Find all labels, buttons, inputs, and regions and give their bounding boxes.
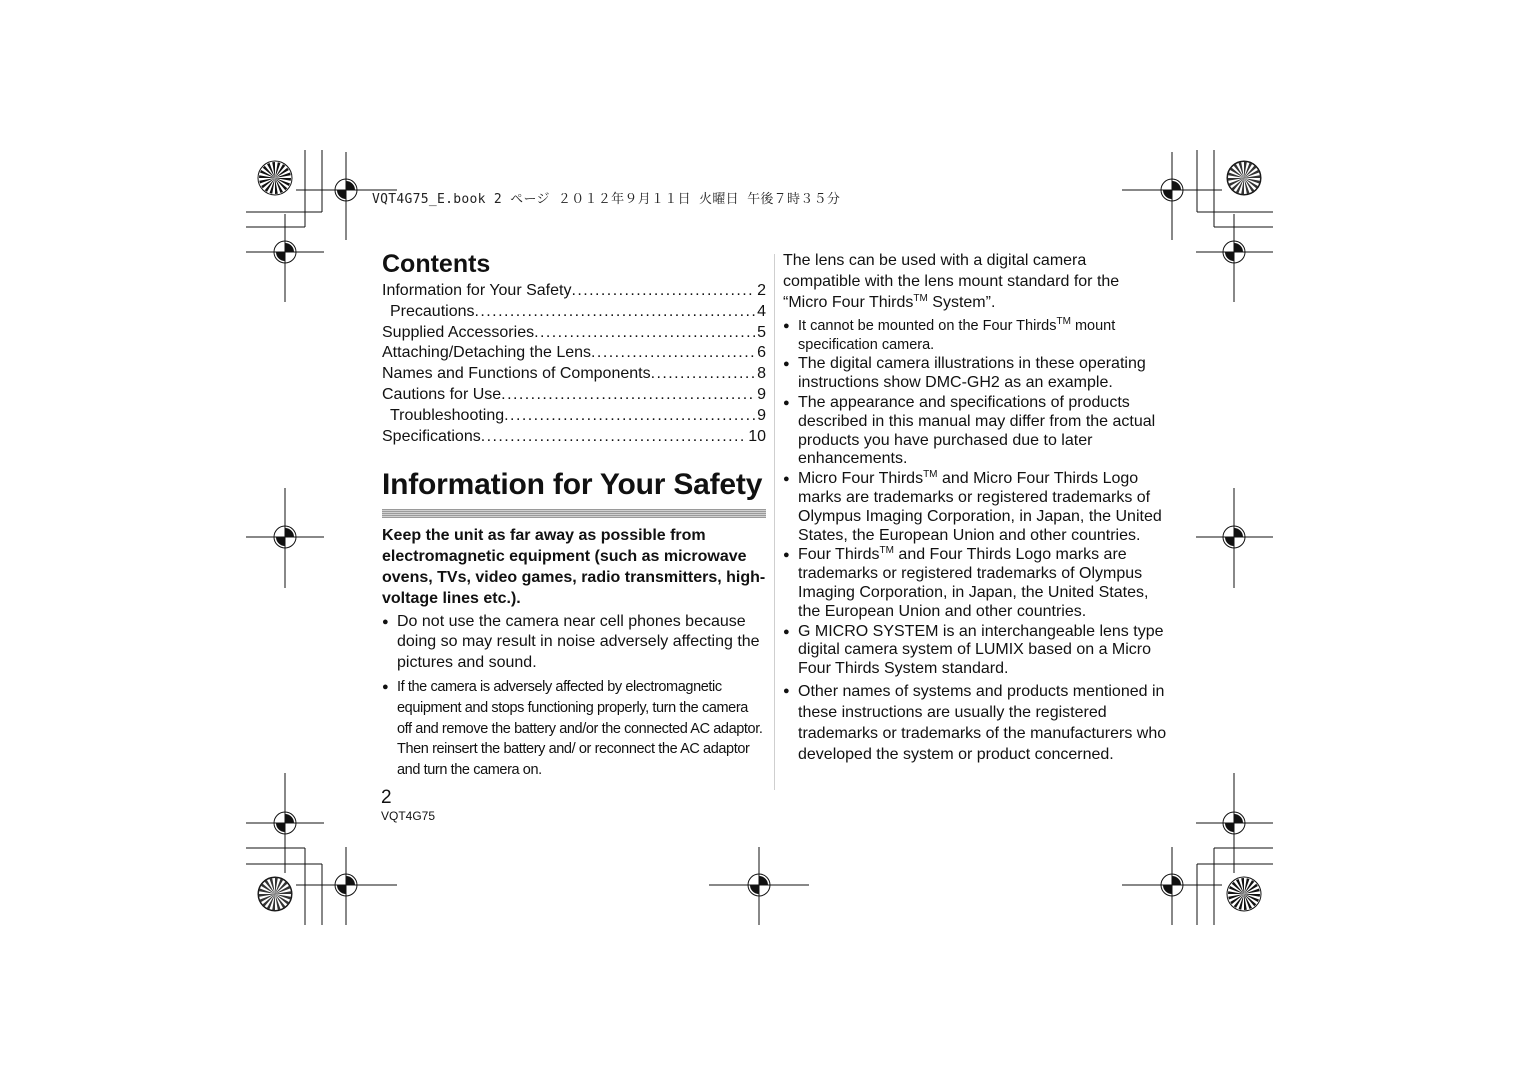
note-bullet: ● It cannot be mounted on the Four Thirds™ mount specification camera. [783, 317, 1168, 354]
safety-bullet: ● Do not use the camera near cell phones because doing so may result in noise adversely affecting the pictures and sound. [382, 612, 766, 674]
note-bullet: ● Other names of systems and products mentioned in these instructions are usually the registered trademarks or trademarks of the manufacturers who developed the system or product concerned. [783, 681, 1168, 765]
toc-item[interactable]: Troubleshooting . . . 9 [382, 406, 766, 427]
toc-item[interactable]: Supplied Accessories . . . 5 [382, 323, 766, 344]
note-bullet: ● The digital camera illustrations in these operating instructions show DMC-GH2 as an example. [783, 355, 1168, 393]
table-of-contents [382, 281, 766, 447]
toc-item[interactable]: Cautions for Use . . . 9 [382, 385, 766, 406]
toc-item[interactable]: Precautions . . . 4 [382, 302, 766, 323]
notes-list [783, 317, 1168, 765]
safety-section-title: Information for Your Safety [382, 468, 763, 502]
keep-away-warning: Keep the unit as far away as possible from electromagnetic equipment (such as microwave ovens, TVs, video games, radio transmitters, high-voltage lines etc.). [382, 527, 766, 607]
contents-title: Contents [382, 250, 491, 278]
left-column [382, 248, 766, 781]
toc-item[interactable]: Attaching/Detaching the Lens . . . 6 [382, 343, 766, 364]
toc-item[interactable]: Names and Functions of Components . . . 8 [382, 364, 766, 385]
note-bullet: ● Four Thirds™ and Four Thirds Logo marks are trademarks or registered trademarks of Olympus Imaging Corporation, in Japan, the United States, the European Union and other countries. [783, 546, 1168, 621]
page-number: 2 [381, 787, 392, 808]
note-bullet: ● The appearance and specifications of products described in this manual may differ from the actual products you have purchased due to later enhancements. [783, 394, 1168, 469]
lens-compatibility-intro: The lens can be used with a digital camera compatible with the lens mount standard for the “Micro Four Thirds™ System”. [783, 252, 1120, 311]
note-bullet: ● G MICRO SYSTEM is an interchangeable lens type digital camera system of LUMIX based on a Micro Four Thirds System standard. [783, 623, 1168, 679]
toc-item[interactable]: Specifications . . . 10 [382, 427, 766, 448]
document-code: VQT4G75 [381, 809, 436, 823]
section-rule [382, 509, 766, 518]
safety-bullet: ● If the camera is adversely affected by electromagnetic equipment and stops functioning properly, turn the camera off and remove the battery and/or the connected AC adaptor. Then reinsert the battery and/ or reconnect the AC adaptor and turn the camera on. [382, 677, 766, 781]
note-bullet: ● Micro Four Thirds™ and Micro Four Thirds Logo marks are trademarks or registered trademarks of Olympus Imaging Corporation, in Japan, the United States, the European Union and other countries. [783, 470, 1168, 545]
toc-item[interactable]: Information for Your Safety . . . 2 [382, 281, 766, 302]
print-header-line: VQT4G75_E.book 2 ページ ２０１２年９月１１日 火曜日 午後７時３５分 [372, 192, 841, 207]
right-column [783, 251, 1168, 765]
safety-bullets [382, 612, 766, 781]
column-divider [774, 254, 775, 790]
